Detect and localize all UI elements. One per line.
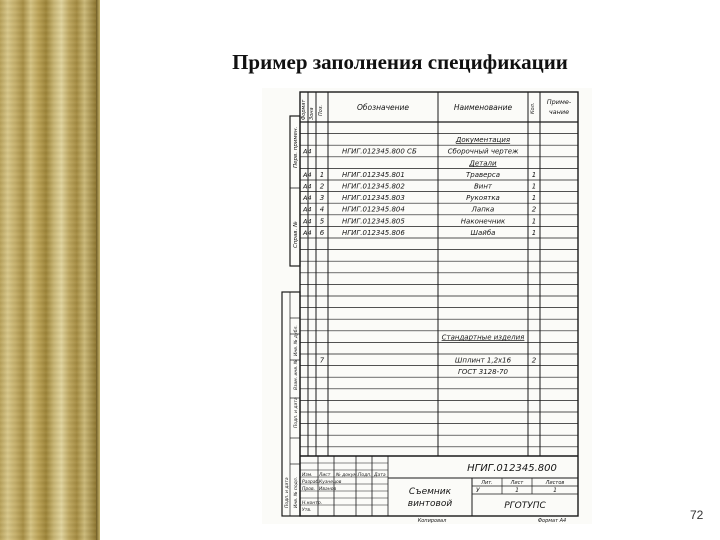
row-qty: 1 — [531, 228, 537, 237]
header-format: Формат — [301, 99, 307, 120]
row-name: Сборочный чертеж — [447, 147, 519, 156]
decorative-gold-border — [0, 0, 96, 540]
row-name: Шплинт 1,2х16 — [454, 356, 512, 365]
stamp-sheet-no: 1 — [515, 487, 519, 494]
header-designation: Обозначение — [356, 103, 410, 112]
row-designation: НГИГ.012345.801 — [342, 170, 405, 179]
stamp-list: Лист — [510, 480, 524, 486]
row-format: А4 — [303, 182, 312, 191]
row-qty: 1 — [531, 194, 537, 203]
row-name: Рукоятка — [466, 194, 500, 203]
row-name: Наконечник — [460, 217, 506, 226]
header-pos: Поз. — [318, 104, 324, 116]
row-format: А4 — [303, 228, 312, 237]
row-pos: 7 — [319, 356, 325, 365]
row-name: Стандартные изделия — [441, 333, 525, 342]
stamp-title-line1: Съемник — [408, 487, 452, 497]
decorative-gold-edge — [96, 0, 100, 540]
row-designation: НГИГ.012345.805 — [342, 217, 405, 226]
row-qty: 1 — [531, 182, 537, 191]
row-format: А4 — [303, 205, 312, 214]
stamp-razrab: Разраб. — [302, 480, 320, 485]
row-name: Шайба — [470, 228, 496, 237]
header-note-2: чание — [548, 108, 570, 116]
stamp-izm: Изм. — [302, 473, 313, 478]
row-qty: 2 — [531, 356, 537, 365]
stamp-podp: Подп. — [358, 473, 372, 478]
header-name: Наименование — [453, 103, 513, 112]
row-pos: 5 — [319, 217, 325, 226]
page-number: 72 — [690, 508, 704, 522]
side-podp-data-2: Подп. и дата — [294, 397, 299, 428]
stamp-nkontr: Н.контр. — [302, 501, 323, 506]
row-name: Винт — [473, 182, 493, 191]
stamp-doc-code: НГИГ.012345.800 — [467, 463, 557, 474]
row-qty: 2 — [531, 205, 537, 214]
row-name: Документация — [455, 136, 511, 145]
row-name: Траверса — [465, 170, 501, 179]
stamp-listov: Листов — [545, 480, 565, 486]
row-designation: НГИГ.012345.803 — [342, 194, 405, 203]
stamp-data: Дата — [374, 473, 386, 478]
row-name: Лапка — [471, 205, 495, 214]
row-name: ГОСТ 3128-70 — [457, 368, 509, 377]
row-format: А4 — [303, 170, 312, 179]
side-podp-data-1: Подп. и дата — [285, 477, 290, 508]
stamp-lit-value: У — [476, 487, 480, 494]
stamp-list-col: Лист — [319, 473, 331, 478]
stamp-prov-name: Иванов — [319, 487, 337, 492]
stamp-sheets-total: 1 — [553, 487, 557, 494]
row-format: А4 — [303, 217, 312, 226]
row-pos: 6 — [319, 228, 325, 237]
side-inv-dubl: Инв. № дубл. — [294, 325, 299, 356]
row-designation: НГИГ.012345.806 — [342, 228, 405, 237]
header-qty: Кол. — [530, 102, 536, 114]
specification-drawing — [262, 88, 592, 524]
row-designation: НГИГ.012345.804 — [342, 205, 405, 214]
row-format: А4 — [303, 147, 312, 156]
row-name: Детали — [469, 159, 497, 168]
side-inv-podl: Инв. № подл. — [294, 476, 299, 508]
stamp-razrab-name: Кузнецов — [319, 480, 342, 485]
row-designation: НГИГ.012345.800 СБ — [342, 147, 417, 156]
stamp-org: РГОТУПС — [504, 501, 546, 511]
slide-title: Пример заполнения спецификации — [232, 50, 568, 74]
stamp-utv: Утв. — [302, 508, 312, 513]
row-pos: 1 — [319, 170, 325, 179]
row-pos: 2 — [319, 182, 325, 191]
row-pos: 4 — [319, 205, 325, 214]
stamp-lit: Лит. — [481, 480, 493, 486]
row-qty: 1 — [531, 217, 537, 226]
stamp-ndokum: № докум. — [336, 473, 359, 478]
row-format: А4 — [303, 194, 312, 203]
row-designation: НГИГ.012345.802 — [342, 182, 405, 191]
stamp-copied: Копировал — [417, 518, 447, 524]
side-perv-primen: Перв. примен. — [293, 126, 299, 168]
side-sprav: Справ. № — [293, 221, 299, 248]
header-zone: Зона — [309, 107, 315, 120]
row-qty: 1 — [531, 170, 537, 179]
stamp-format-label: Формат А4 — [537, 518, 567, 524]
row-pos: 3 — [319, 194, 325, 203]
stamp-title-line2: винтовой — [407, 499, 453, 509]
specification-sheet — [262, 88, 592, 524]
stamp-prov: Пров. — [302, 487, 316, 492]
header-note-1: Приме- — [546, 98, 572, 106]
side-vzam-inv: Взам. инв. № — [294, 359, 299, 390]
